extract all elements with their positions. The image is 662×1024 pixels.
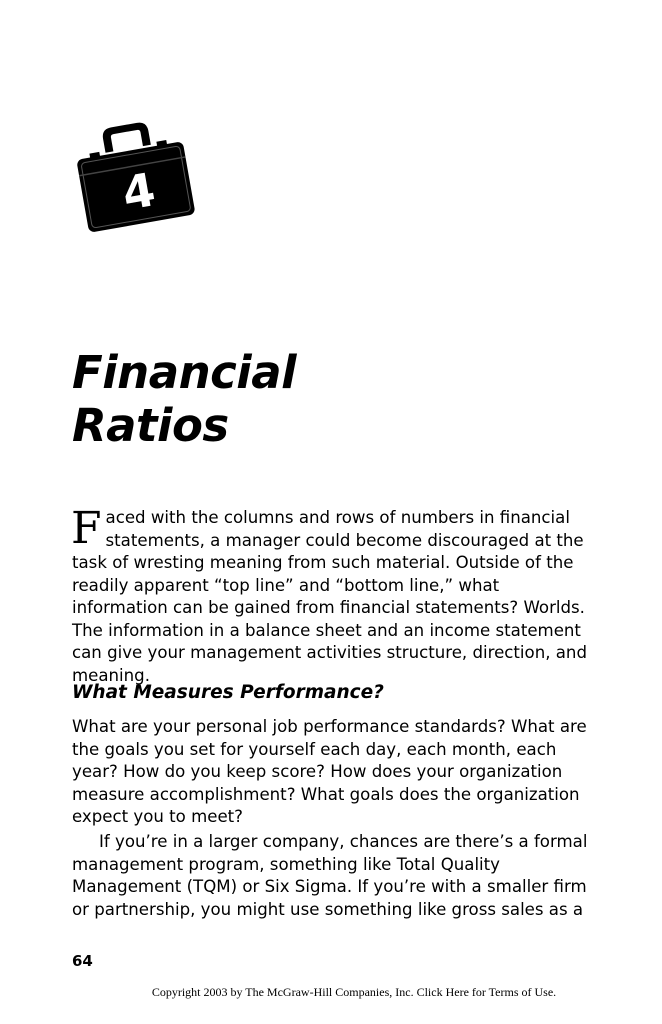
intro-text: aced with the columns and rows of numbers in financial statements, a manager could become discouraged at the task of wresting meaning from such material. Outside of the readily apparent “top line” and “bottom line,” what information can be gained from financial statements? Worlds. The information in a balance sheet and an income statement can give your management activities structure, direction, and meaning. xyxy=(72,508,587,685)
chapter-number: 4 xyxy=(118,162,160,221)
drop-cap: F xyxy=(71,503,102,554)
section-heading: What Measures Performance? xyxy=(72,682,384,703)
page-number: 64 xyxy=(72,952,93,970)
intro-paragraph xyxy=(71,503,592,687)
chapter-title-line-2: Ratios xyxy=(72,399,229,452)
chapter-title xyxy=(72,346,296,452)
copyright-text: Copyright 2003 by The McGraw-Hill Companies, Inc. xyxy=(151,985,414,999)
chapter-title-line-1: Financial xyxy=(72,346,296,399)
briefcase-icon xyxy=(70,116,200,232)
body-paragraph: What are your personal job performance standards? What are the goals you set for yourself each day, each month, each year? How do you keep score? How does your organization measure accomplishment? What goals does the organization expect you to meet? xyxy=(72,717,587,826)
copyright-notice xyxy=(0,985,662,1000)
body-paragraph: If you’re in a larger company, chances are there’s a formal management program, something like Total Quality Management (TQM) or Six Sigma. If you’re with a smaller firm or partnership, you might use something like gross sales as a xyxy=(72,832,588,919)
terms-of-use-link[interactable]: Click Here for Terms of Use. xyxy=(416,985,557,999)
